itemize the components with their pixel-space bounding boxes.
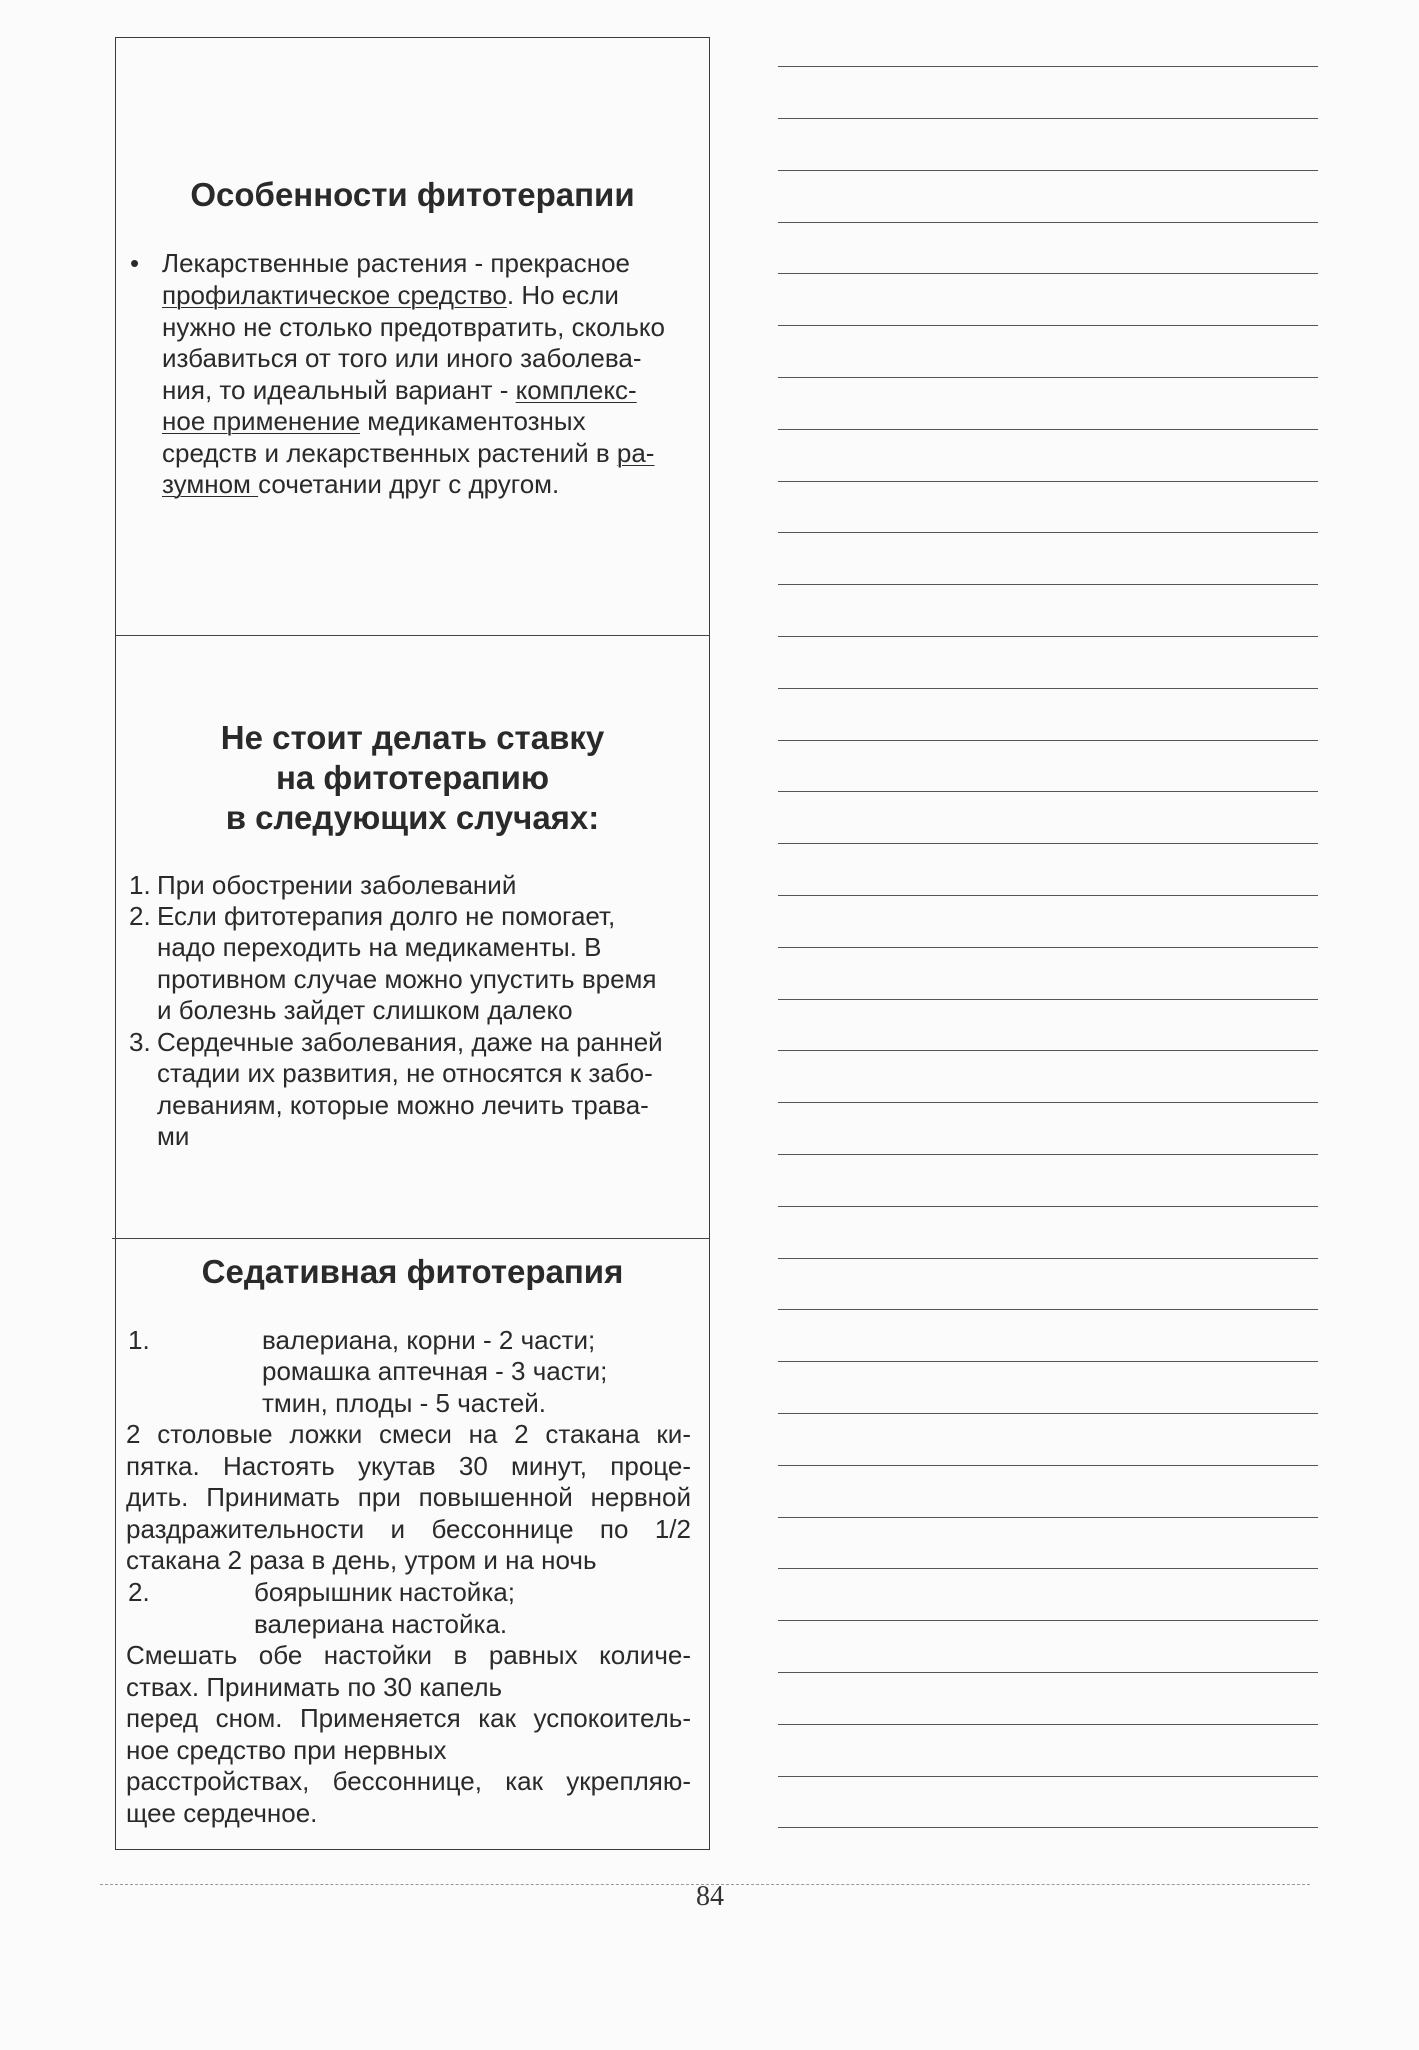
note-line xyxy=(778,791,1318,792)
note-line xyxy=(778,1361,1318,1362)
note-line xyxy=(778,118,1318,119)
note-line xyxy=(778,688,1318,689)
note-line xyxy=(778,222,1318,223)
recipe-text: щее сердечное. xyxy=(126,1798,318,1828)
list-item-text: ми xyxy=(157,1121,190,1151)
s1-line-2: профилактическое средство. Но если xyxy=(162,280,619,310)
note-line xyxy=(778,325,1318,326)
note-line xyxy=(778,636,1318,637)
s1-line-3: нужно не столько предотвратить, сколько xyxy=(162,312,665,342)
section-divider-1 xyxy=(115,635,710,636)
underlined-phrase: ное применение xyxy=(162,406,361,436)
note-line xyxy=(778,1050,1318,1051)
list-item-text: противном случае можно упустить время xyxy=(157,964,657,994)
section3-title: Седативная фитотерапия xyxy=(201,1253,624,1290)
recipe-number: 1. xyxy=(128,1325,150,1355)
section2-title-line-3: в следующих случаях: xyxy=(225,799,600,836)
recipe-text: 2 столовые ложки смеси на 2 стакана ки- xyxy=(126,1419,691,1449)
note-line xyxy=(778,1309,1318,1310)
note-line xyxy=(778,1206,1318,1207)
s1-line-7: средств и лекарственных растений в ра- xyxy=(162,438,655,468)
note-line xyxy=(778,1776,1318,1777)
note-line xyxy=(778,66,1318,67)
note-line xyxy=(778,481,1318,482)
section1-title: Особенности фитотерапии xyxy=(190,176,635,213)
note-line xyxy=(778,377,1318,378)
note-line xyxy=(778,740,1318,741)
list-item-text: При обострении заболеваний xyxy=(157,870,517,900)
underlined-phrase: зумном xyxy=(162,469,259,499)
recipe-text: перед сном. Применяется как успокоитель- xyxy=(126,1703,691,1733)
recipe-ingredient: боярышник настойка; xyxy=(254,1577,515,1607)
recipe-number: 2. xyxy=(128,1577,150,1607)
note-line xyxy=(778,1413,1318,1414)
note-line xyxy=(778,1258,1318,1259)
note-line xyxy=(778,1465,1318,1466)
s1-line-6: ное применение медикаментозных xyxy=(162,406,586,436)
page-number: 84 xyxy=(696,1881,724,1912)
list-number: 1. xyxy=(129,870,151,900)
list-number: 2. xyxy=(129,901,151,931)
recipe-text: стакана 2 раза в день, утром и на ночь xyxy=(126,1545,597,1575)
s1-line-8: зумном сочетании друг с другом. xyxy=(162,469,560,499)
recipe-text: Смешать обе настойки в равных количе- xyxy=(126,1640,691,1670)
recipe-text: расстройствах, бессоннице, как укрепляю- xyxy=(126,1766,691,1796)
list-item-text: и болезнь зайдет слишком далеко xyxy=(157,995,573,1025)
note-line xyxy=(778,1102,1318,1103)
s1-line-4: избавиться от того или иного заболева- xyxy=(162,343,642,373)
list-item-text: стадии их развития, не относятся к забо- xyxy=(157,1058,653,1088)
recipe-text: раздражительности и бессоннице по 1/2 xyxy=(126,1514,691,1544)
list-item-text: леваниям, которые можно лечить трава- xyxy=(157,1090,649,1120)
underlined-phrase: ра- xyxy=(616,438,655,468)
note-line xyxy=(778,999,1318,1000)
recipe-text: пятка. Настоять укутав 30 минут, проце- xyxy=(126,1451,691,1481)
note-line xyxy=(778,1827,1318,1828)
bullet-marker: • xyxy=(130,248,140,278)
note-line xyxy=(778,1154,1318,1155)
list-item-text: надо переходить на медикаменты. В xyxy=(157,932,602,962)
section2-title-line-2: на фитотерапию xyxy=(275,759,550,796)
note-line xyxy=(778,1517,1318,1518)
section-divider-2 xyxy=(112,1238,710,1239)
list-item-text: Если фитотерапия долго не помогает, xyxy=(157,901,616,931)
note-line xyxy=(778,273,1318,274)
recipe-text: дить. Принимать при повышенной нервной xyxy=(126,1482,691,1512)
recipe-text: ствах. Принимать по 30 капель xyxy=(126,1672,503,1702)
note-line xyxy=(778,947,1318,948)
note-line xyxy=(778,843,1318,844)
underlined-phrase: комплекс- xyxy=(515,375,637,405)
recipe-ingredient: тмин, плоды - 5 частей. xyxy=(262,1388,547,1418)
note-line xyxy=(778,1620,1318,1621)
list-item-text: Сердечные заболевания, даже на ранней xyxy=(157,1027,663,1057)
underlined-phrase: профилактическое средство xyxy=(162,280,507,310)
section2-title-line-1: Не стоит делать ставку xyxy=(220,719,605,756)
list-number: 3. xyxy=(129,1027,151,1057)
note-line xyxy=(778,1568,1318,1569)
recipe-ingredient: валериана настойка. xyxy=(254,1609,508,1639)
note-line xyxy=(778,895,1318,896)
recipe-text: ное средство при нервных xyxy=(126,1735,447,1765)
note-line xyxy=(778,1724,1318,1725)
s1-line-5: ния, то идеальный вариант - комплекс- xyxy=(162,375,637,405)
note-line xyxy=(778,1672,1318,1673)
note-line xyxy=(778,532,1318,533)
note-line xyxy=(778,170,1318,171)
recipe-ingredient: валериана, корни - 2 части; xyxy=(262,1325,596,1355)
recipe-ingredient: ромашка аптечная - 3 части; xyxy=(262,1356,608,1386)
note-line xyxy=(778,584,1318,585)
note-line xyxy=(778,429,1318,430)
s1-line-1: Лекарственные растения - прекрасное xyxy=(162,248,630,278)
